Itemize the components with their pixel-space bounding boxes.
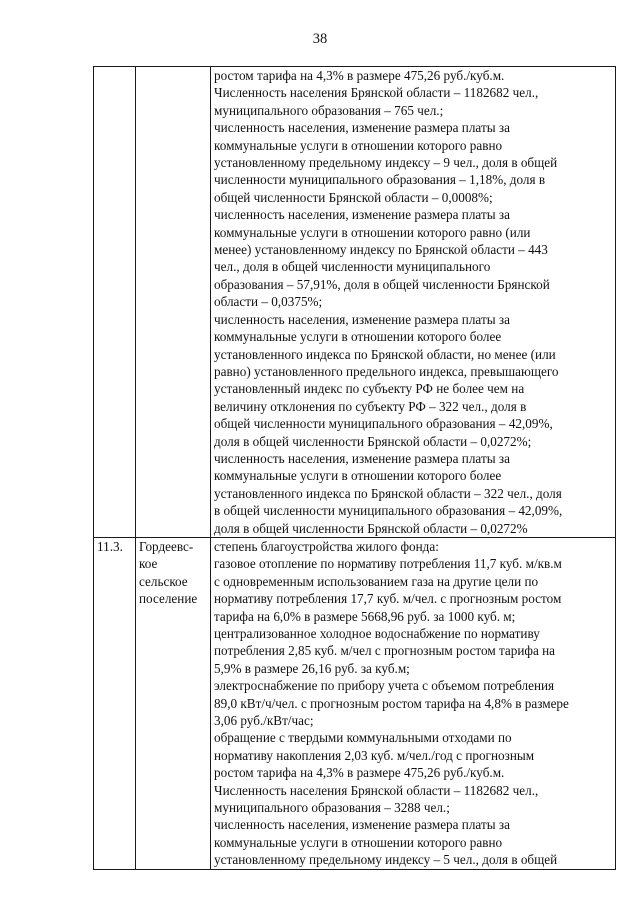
text-line: установленного индекса по Брянской области – 322 чел., доля [214,485,562,501]
text-line: тарифа на 6,0% в размере 5668,96 руб. за 1000 куб. м; [214,608,516,624]
text-line: коммунальные услуги в отношении которого равно (или [214,224,531,240]
text-line: численности муниципального образования – 1,18%, доля в [214,172,546,188]
settlement-line: кое [139,556,158,572]
settlement-line: поселение [139,591,198,607]
text-line: численность населения, изменение размера платы за [214,207,510,223]
text-line: общей численности Брянской области – 0,0008%; [214,189,493,205]
text-line: коммунальные услуги в отношении которого равно [214,137,503,153]
text-line: 5,9% в размере 26,16 руб. за куб.м; [214,660,410,676]
text-line: коммунальные услуги в отношении которого равно [214,834,503,850]
text-line: муниципального образования – 765 чел.; [214,102,444,118]
data-table [93,66,616,870]
table-row [94,537,616,869]
text-line: в общей численности муниципального образования – 42,09%, [214,503,563,519]
text-line: менее) установленному индексу по Брянской области – 443 [214,242,548,258]
text-line: установленному предельному индексу – 5 чел., доля в общей [214,852,558,868]
text-line: установленного индекса по Брянской области, но менее (или [214,346,556,362]
text-line: обращение с твердыми коммунальными отходами по [214,730,512,746]
description-cell [211,537,616,869]
text-line: потребления 2,85 куб. м/чел с прогнозным ростом тарифа на [214,643,556,659]
text-line: численность населения, изменение размера платы за [214,817,510,833]
text-line: Численность населения Брянской области – 1182682 чел., [214,782,539,798]
text-line: области – 0,0375%; [214,294,323,310]
text-line: централизованное холодное водоснабжение по нормативу [214,626,540,641]
text-line: газовое отопление по нормативу потребления 11,7 куб. м/кв.м [214,556,562,572]
page-number: 38 [312,31,328,47]
text-line: доля в общей численности Брянской области – 0,0272% [214,520,528,536]
text-line: Численность населения Брянской области – 1182682 чел., [214,85,539,101]
text-line: нормативу потребления 17,7 куб. м/чел. с прогнозным ростом [214,591,562,607]
text-line: с одновременным использованием газа на другие цели по [214,573,539,589]
settlement-line: сельское [139,573,188,589]
text-line: доля в общей численности Брянской области – 0,0272%; [214,433,532,449]
text-line: ростом тарифа на 4,3% в размере 475,26 руб./куб.м. [214,68,505,83]
text-line: 3,06 руб./кВт/час; [214,713,314,729]
text-line: равно) установленного предельного индекса, превышающего [214,363,559,379]
text-line: образования – 57,91%, доля в общей численности Брянской [214,276,550,292]
text-line: коммунальные услуги в отношении которого более [214,468,502,484]
text-line: общей численности муниципального образования – 42,09%, [214,416,553,432]
settlement-name [136,537,211,869]
text-line: 89,0 кВт/ч/чел. с прогнозным ростом тарифа на 4,8% в размере [214,695,569,711]
row-number: 11.3. [94,537,136,869]
text-line: нормативу накопления 2,03 куб. м/чел./год с прогнозным [214,747,535,763]
text-line: ростом тарифа на 4,3% в размере 475,26 руб./куб.м. [214,765,505,781]
text-line: численность населения, изменение размера платы за [214,120,510,136]
text-line: установленному предельному индексу – 9 чел., доля в общей [214,155,558,171]
text-line: величину отклонения по субъекту РФ – 322 чел., доля в [214,398,527,414]
text-line: муниципального образования – 3288 чел.; [214,800,450,816]
settlement-name [136,67,211,538]
text-line: степень благоустройства жилого фонда: [214,538,439,554]
description-cell [211,67,616,538]
row-number [94,67,136,538]
settlement-line: Гордеевс- [139,538,194,554]
text-line: электроснабжение по прибору учета с объемом потребления [214,678,555,694]
text-line: установленный индекс по субъекту РФ не более чем на [214,381,525,397]
table-row [94,67,616,538]
text-line: чел., доля в общей численности муниципального [214,259,491,275]
text-line: численность населения, изменение размера платы за [214,311,510,327]
text-line: численность населения, изменение размера платы за [214,450,510,466]
text-line: коммунальные услуги в отношении которого более [214,329,502,345]
